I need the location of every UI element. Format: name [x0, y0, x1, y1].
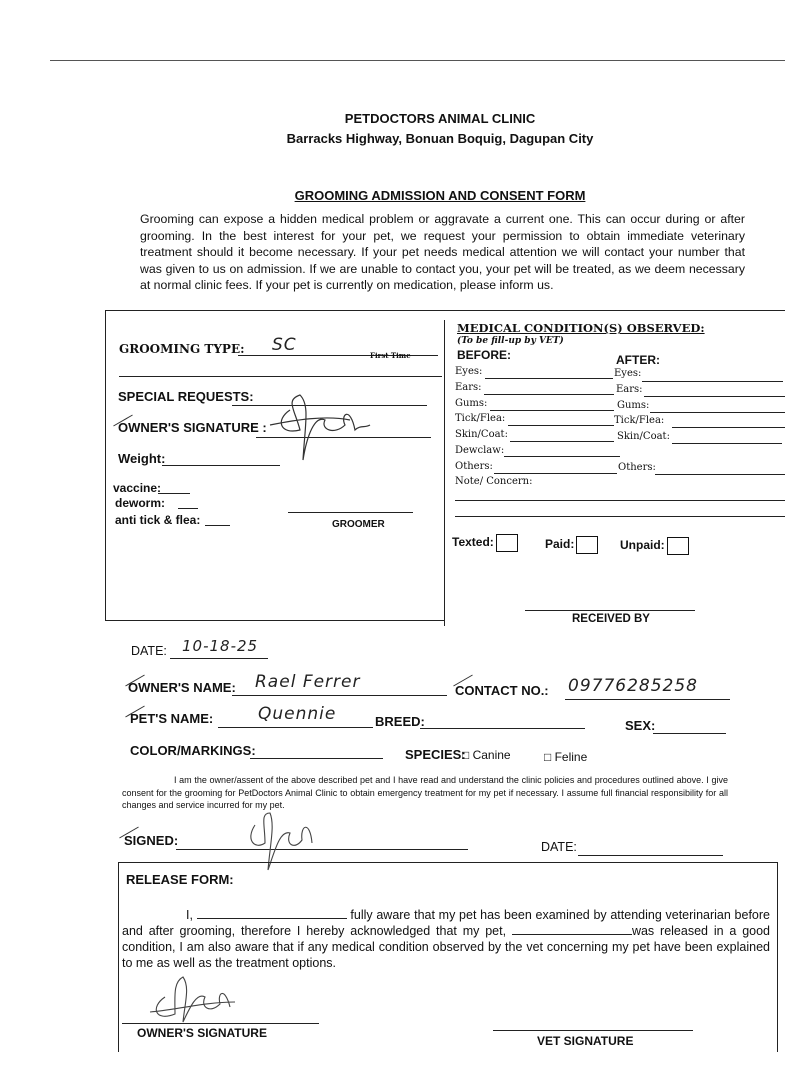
- release-text-2: was released in a good condition, I am also aware that if any medical condition observed by the vet concerning my pet have been explained to me as well as the treatment options.: [122, 924, 771, 970]
- date-value[interactable]: 10-18-25: [182, 637, 259, 655]
- texted-checkbox[interactable]: [452, 534, 518, 552]
- after-eyes: Eyes:: [614, 368, 642, 379]
- release-owner-signature-scribble: [145, 972, 240, 1027]
- unpaid-box[interactable]: [667, 537, 689, 555]
- vaccine-label: vaccine:: [113, 481, 162, 495]
- intro-paragraph: Grooming can expose a hidden medical problem or aggravate a current one. This can occur during or after grooming. In the best interest for your pet, we request your permission to obtain immediate veterinary treatment should it become necessary. If your pet needs medical attention we will contact your number that was given to us on admission. If we are unable to contact you, your pet will be treated, as we deem necessary at normal clinic fees. If your pet is currently on medication, please inform us.: [140, 212, 745, 292]
- release-name-blank[interactable]: [197, 918, 347, 919]
- grooming-type-label: GROOMING TYPE:: [119, 342, 245, 356]
- box-bottom: [105, 620, 445, 621]
- before-dewclaw: Dewclaw:: [455, 445, 505, 456]
- received-by-label: RECEIVED BY: [572, 613, 650, 625]
- clinic-address: Barracks Highway, Bonuan Boquig, Dagupan City: [286, 131, 594, 146]
- contact-value[interactable]: 09776285258: [568, 676, 698, 696]
- before-others: Others:: [455, 461, 493, 472]
- after-gums: Gums:: [617, 400, 650, 411]
- box-divider: [444, 320, 445, 626]
- sex-label: SEX:: [625, 718, 656, 733]
- date2-label: DATE:: [541, 840, 577, 854]
- paid-checkbox[interactable]: [545, 536, 598, 554]
- clinic-name: PETDOCTORS ANIMAL CLINIC: [344, 111, 536, 126]
- signed-label: SIGNED:: [124, 833, 179, 848]
- before-skin-coat: Skin/Coat:: [455, 429, 508, 440]
- paid-label: Paid:: [545, 537, 575, 552]
- grooming-type-value[interactable]: SC: [272, 335, 297, 355]
- contact-label: CONTACT NO.:: [455, 683, 549, 698]
- paid-box[interactable]: [576, 536, 598, 554]
- deworm-label: deworm:: [115, 496, 166, 510]
- before-tick-flea: Tick/Flea:: [455, 413, 506, 424]
- species-label: SPECIES:: [405, 747, 466, 762]
- feline-checkbox[interactable]: □ Feline: [544, 750, 588, 764]
- medical-subtitle: (To be fill-up by VET): [457, 336, 564, 346]
- release-text-1: fully aware that my pet has been examined by attending veterinarian before and after grooming, therefore I hereby acknowledged that my pet,: [122, 908, 770, 938]
- canine-checkbox[interactable]: □ Canine: [462, 748, 511, 762]
- groomer-label: GROOMER: [332, 519, 385, 530]
- after-skin-coat: Skin/Coat:: [617, 431, 670, 442]
- before-ears: Ears:: [455, 382, 482, 393]
- vet-signature-label: VET SIGNATURE: [537, 1034, 634, 1048]
- weight-label: Weight:: [118, 451, 166, 466]
- form-title: GROOMING ADMISSION AND CONSENT FORM: [294, 188, 586, 203]
- color-markings-label: COLOR/MARKINGS:: [130, 743, 256, 758]
- after-heading: AFTER:: [616, 353, 660, 367]
- owner-signature-label: OWNER'S SIGNATURE :: [118, 420, 267, 435]
- special-requests-label: SPECIAL REQUESTS:: [118, 389, 254, 404]
- pet-name-label: PET'S NAME:: [130, 711, 214, 726]
- top-divider: [50, 60, 785, 61]
- release-i: I,: [186, 908, 193, 922]
- texted-box[interactable]: [496, 534, 518, 552]
- after-others: Others:: [618, 462, 656, 473]
- before-gums: Gums:: [455, 398, 488, 409]
- pet-name-value[interactable]: Quennie: [258, 704, 337, 724]
- medical-title: MEDICAL CONDITION(S) OBSERVED:: [457, 321, 705, 335]
- breed-label: BREED:: [375, 714, 425, 729]
- release-title: RELEASE FORM:: [126, 872, 234, 887]
- first-time-label: First Time: [370, 351, 411, 360]
- date-label: DATE:: [131, 644, 167, 658]
- owner-name-value[interactable]: Rael Ferrer: [255, 672, 361, 692]
- anti-tick-label: anti tick & flea:: [115, 513, 201, 527]
- owner-signature-scribble: [265, 390, 375, 465]
- note-concern: Note/ Concern:: [455, 476, 533, 487]
- texted-label: Texted:: [452, 535, 494, 550]
- after-tick-flea: Tick/Flea:: [614, 415, 665, 426]
- release-text: [122, 907, 770, 971]
- before-eyes: Eyes:: [455, 366, 483, 377]
- release-owner-signature-label: OWNER'S SIGNATURE: [137, 1026, 267, 1040]
- release-pet-blank[interactable]: [512, 934, 632, 935]
- unpaid-checkbox[interactable]: [620, 537, 689, 555]
- consent-text: I am the owner/assent of the above described pet and I have read and understand the clinic policies and procedures outlined above. I give consent for the grooming for PetDoctors Animal Clinic to obtain emergency treatment for my pet if necessary. I assume full financial responsibility for all changes and service incurred for my pet.: [122, 775, 728, 810]
- unpaid-label: Unpaid:: [620, 538, 665, 553]
- after-ears: Ears:: [616, 384, 643, 395]
- before-heading: BEFORE:: [457, 348, 511, 362]
- owner-name-label: OWNER'S NAME:: [128, 680, 236, 695]
